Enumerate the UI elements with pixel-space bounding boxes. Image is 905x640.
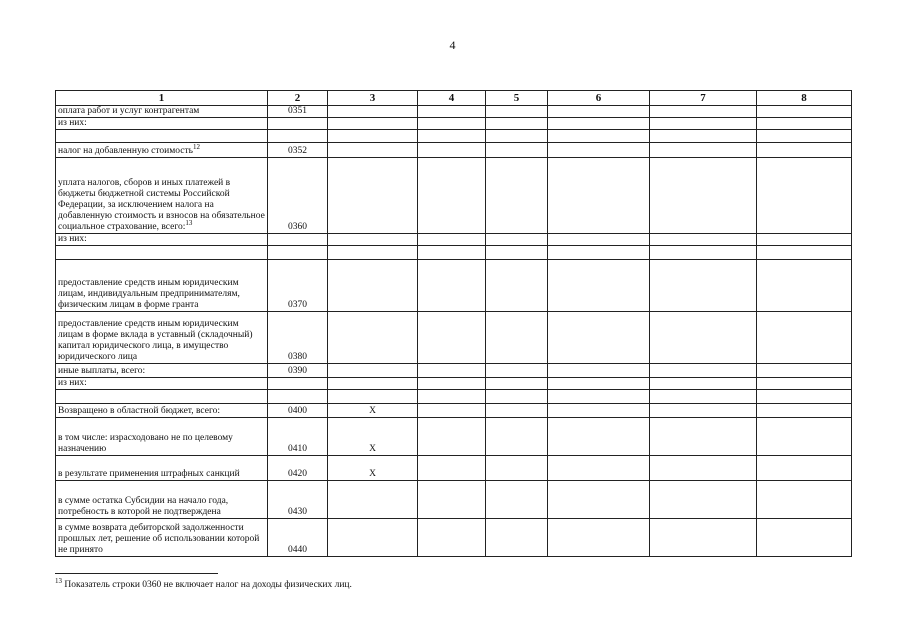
table-row — [56, 364, 852, 378]
cell-col-7 — [650, 260, 757, 312]
cell-col-4 — [418, 118, 486, 130]
row-label-text: Возвращено в областной бюджет, всего: — [58, 406, 221, 416]
row-code: 0440 — [268, 519, 328, 557]
cell-col-4 — [418, 418, 486, 456]
row-label — [56, 456, 268, 481]
row-label-text: налог на добавленную стоимость — [58, 146, 193, 156]
row-label-text: предоставление средств иным юридическим лицам в форме вклада в уставный (складочный) капитал юридического лица, в имущество юридического лица — [58, 319, 253, 362]
table-row — [56, 130, 852, 143]
report-table — [55, 90, 852, 557]
row-label-text: в результате применения штрафных санкций — [58, 469, 240, 479]
footnote-reference: 12 — [192, 142, 200, 151]
cell-col-8 — [757, 143, 852, 158]
table-row — [56, 158, 852, 234]
cell-col-3 — [328, 390, 418, 404]
table-row — [56, 143, 852, 158]
cell-col-4 — [418, 364, 486, 378]
cell-col-7 — [650, 246, 757, 260]
row-label — [56, 378, 268, 390]
cell-col-6 — [548, 364, 650, 378]
cell-col-6 — [548, 106, 650, 118]
cell-col-7 — [650, 130, 757, 143]
row-code: 0410 — [268, 418, 328, 456]
cell-col-6 — [548, 246, 650, 260]
table-row — [56, 519, 852, 557]
cell-col-5 — [486, 234, 548, 246]
cell-col-7 — [650, 456, 757, 481]
cell-col-5 — [486, 106, 548, 118]
row-code: 0360 — [268, 158, 328, 234]
cell-col-8 — [757, 378, 852, 390]
cell-col-5 — [486, 130, 548, 143]
cell-col-6 — [548, 418, 650, 456]
row-code — [268, 234, 328, 246]
row-label-text: из них: — [58, 234, 87, 244]
row-label — [56, 106, 268, 118]
cell-col-3 — [328, 378, 418, 390]
cell-col-8 — [757, 106, 852, 118]
cell-col-6 — [548, 143, 650, 158]
cell-col-4 — [418, 519, 486, 557]
cell-col-5 — [486, 519, 548, 557]
cell-col-6 — [548, 158, 650, 234]
row-label-text: из них: — [58, 378, 87, 388]
table-row — [56, 481, 852, 519]
cell-col-8 — [757, 312, 852, 364]
cell-col-4 — [418, 481, 486, 519]
cell-col-8 — [757, 234, 852, 246]
cell-col-8 — [757, 158, 852, 234]
cell-col-6 — [548, 260, 650, 312]
cell-col-7 — [650, 364, 757, 378]
column-header: 5 — [486, 91, 548, 106]
row-label — [56, 234, 268, 246]
cell-col-8 — [757, 260, 852, 312]
cell-col-6 — [548, 378, 650, 390]
table-row — [56, 418, 852, 456]
cell-col-5 — [486, 378, 548, 390]
row-label-text: в сумме возврата дебиторской задолженности прошлых лет, решение об использовании которой не принято — [58, 523, 260, 555]
cell-col-4 — [418, 158, 486, 234]
row-code — [268, 130, 328, 143]
row-label — [56, 481, 268, 519]
cell-col-4 — [418, 234, 486, 246]
row-label — [56, 418, 268, 456]
cell-col-7 — [650, 312, 757, 364]
cell-col-6 — [548, 404, 650, 418]
cell-col-6 — [548, 118, 650, 130]
cell-col-6 — [548, 519, 650, 557]
row-code: 0351 — [268, 106, 328, 118]
row-code: 0370 — [268, 260, 328, 312]
cell-col-4 — [418, 106, 486, 118]
cell-col-8 — [757, 390, 852, 404]
row-label — [56, 118, 268, 130]
table-row — [56, 312, 852, 364]
cell-col-5 — [486, 312, 548, 364]
table-row — [56, 378, 852, 390]
cell-col-5 — [486, 143, 548, 158]
cell-col-8 — [757, 481, 852, 519]
column-header: 7 — [650, 91, 757, 106]
cell-col-8 — [757, 118, 852, 130]
table-row — [56, 234, 852, 246]
footnote-marker: 13 — [55, 576, 62, 585]
row-label — [56, 364, 268, 378]
table-row — [56, 260, 852, 312]
cell-col-7 — [650, 234, 757, 246]
cell-col-3 — [328, 246, 418, 260]
row-code — [268, 118, 328, 130]
cell-col-3: X — [328, 418, 418, 456]
column-header: 6 — [548, 91, 650, 106]
footnote-divider — [55, 573, 218, 574]
table-row — [56, 106, 852, 118]
cell-col-6 — [548, 456, 650, 481]
cell-col-5 — [486, 418, 548, 456]
row-code — [268, 378, 328, 390]
row-label-text: в сумме остатка Субсидии на начало года, потребность в которой не подтверждена — [58, 496, 229, 517]
row-label-text: оплата работ и услуг контрагентам — [58, 106, 200, 116]
report-table-body — [56, 106, 852, 557]
cell-col-8 — [757, 418, 852, 456]
cell-col-5 — [486, 390, 548, 404]
column-header: 8 — [757, 91, 852, 106]
cell-col-6 — [548, 312, 650, 364]
cell-col-8 — [757, 130, 852, 143]
cell-col-3 — [328, 364, 418, 378]
column-header: 1 — [56, 91, 268, 106]
cell-col-3: X — [328, 456, 418, 481]
row-code: 0420 — [268, 456, 328, 481]
cell-col-4 — [418, 404, 486, 418]
row-code: 0430 — [268, 481, 328, 519]
row-label-text: из них: — [58, 118, 87, 128]
table-row — [56, 404, 852, 418]
column-header: 4 — [418, 91, 486, 106]
cell-col-4 — [418, 390, 486, 404]
cell-col-6 — [548, 130, 650, 143]
cell-col-7 — [650, 481, 757, 519]
footnote-text: Показатель строки 0360 не включает налог на доходы физических лиц. — [62, 580, 352, 590]
row-label — [56, 246, 268, 260]
cell-col-4 — [418, 378, 486, 390]
row-label — [56, 130, 268, 143]
cell-col-3 — [328, 312, 418, 364]
row-label — [56, 158, 268, 234]
footnote — [55, 576, 352, 590]
cell-col-7 — [650, 143, 757, 158]
row-label-text: уплата налогов, сборов и иных платежей в бюджеты бюджетной системы Российской Федерации, за исключением налога на добавленную стоимость и взносов на обязательное социальное страхование, всего: — [58, 178, 265, 232]
cell-col-6 — [548, 390, 650, 404]
cell-col-3 — [328, 143, 418, 158]
cell-col-4 — [418, 312, 486, 364]
table-header-row — [56, 91, 852, 106]
cell-col-4 — [418, 143, 486, 158]
cell-col-7 — [650, 519, 757, 557]
footnote-reference: 13 — [185, 218, 193, 227]
cell-col-4 — [418, 246, 486, 260]
row-code: 0390 — [268, 364, 328, 378]
table-row — [56, 118, 852, 130]
row-label — [56, 143, 268, 158]
cell-col-5 — [486, 456, 548, 481]
cell-col-6 — [548, 481, 650, 519]
cell-col-3: X — [328, 404, 418, 418]
cell-col-6 — [548, 234, 650, 246]
cell-col-4 — [418, 260, 486, 312]
row-code — [268, 246, 328, 260]
row-label — [56, 390, 268, 404]
cell-col-4 — [418, 456, 486, 481]
row-code: 0400 — [268, 404, 328, 418]
cell-col-3 — [328, 106, 418, 118]
cell-col-4 — [418, 130, 486, 143]
row-code: 0352 — [268, 143, 328, 158]
cell-col-5 — [486, 260, 548, 312]
row-label — [56, 404, 268, 418]
cell-col-5 — [486, 404, 548, 418]
cell-col-5 — [486, 158, 548, 234]
cell-col-8 — [757, 519, 852, 557]
cell-col-8 — [757, 456, 852, 481]
cell-col-3 — [328, 519, 418, 557]
row-label-text: предоставление средств иным юридическим лицам, индивидуальным предпринимателям, физическим лицам в форме гранта — [58, 278, 240, 310]
row-label-text: в том числе: израсходовано не по целевому назначению — [58, 433, 233, 454]
row-label — [56, 312, 268, 364]
cell-col-3 — [328, 118, 418, 130]
cell-col-3 — [328, 158, 418, 234]
column-header: 2 — [268, 91, 328, 106]
cell-col-5 — [486, 481, 548, 519]
cell-col-3 — [328, 130, 418, 143]
cell-col-8 — [757, 404, 852, 418]
table-row — [56, 390, 852, 404]
cell-col-7 — [650, 404, 757, 418]
cell-col-8 — [757, 364, 852, 378]
cell-col-3 — [328, 234, 418, 246]
row-label-text: иные выплаты, всего: — [58, 366, 146, 376]
cell-col-7 — [650, 118, 757, 130]
table-row — [56, 246, 852, 260]
cell-col-7 — [650, 390, 757, 404]
cell-col-7 — [650, 106, 757, 118]
cell-col-5 — [486, 246, 548, 260]
table-row — [56, 456, 852, 481]
cell-col-7 — [650, 378, 757, 390]
page-number: 4 — [449, 38, 456, 52]
column-header: 3 — [328, 91, 418, 106]
cell-col-3 — [328, 481, 418, 519]
row-label — [56, 519, 268, 557]
cell-col-5 — [486, 118, 548, 130]
cell-col-5 — [486, 364, 548, 378]
cell-col-8 — [757, 246, 852, 260]
cell-col-7 — [650, 418, 757, 456]
row-code — [268, 390, 328, 404]
cell-col-7 — [650, 158, 757, 234]
row-label — [56, 260, 268, 312]
row-code: 0380 — [268, 312, 328, 364]
cell-col-3 — [328, 260, 418, 312]
